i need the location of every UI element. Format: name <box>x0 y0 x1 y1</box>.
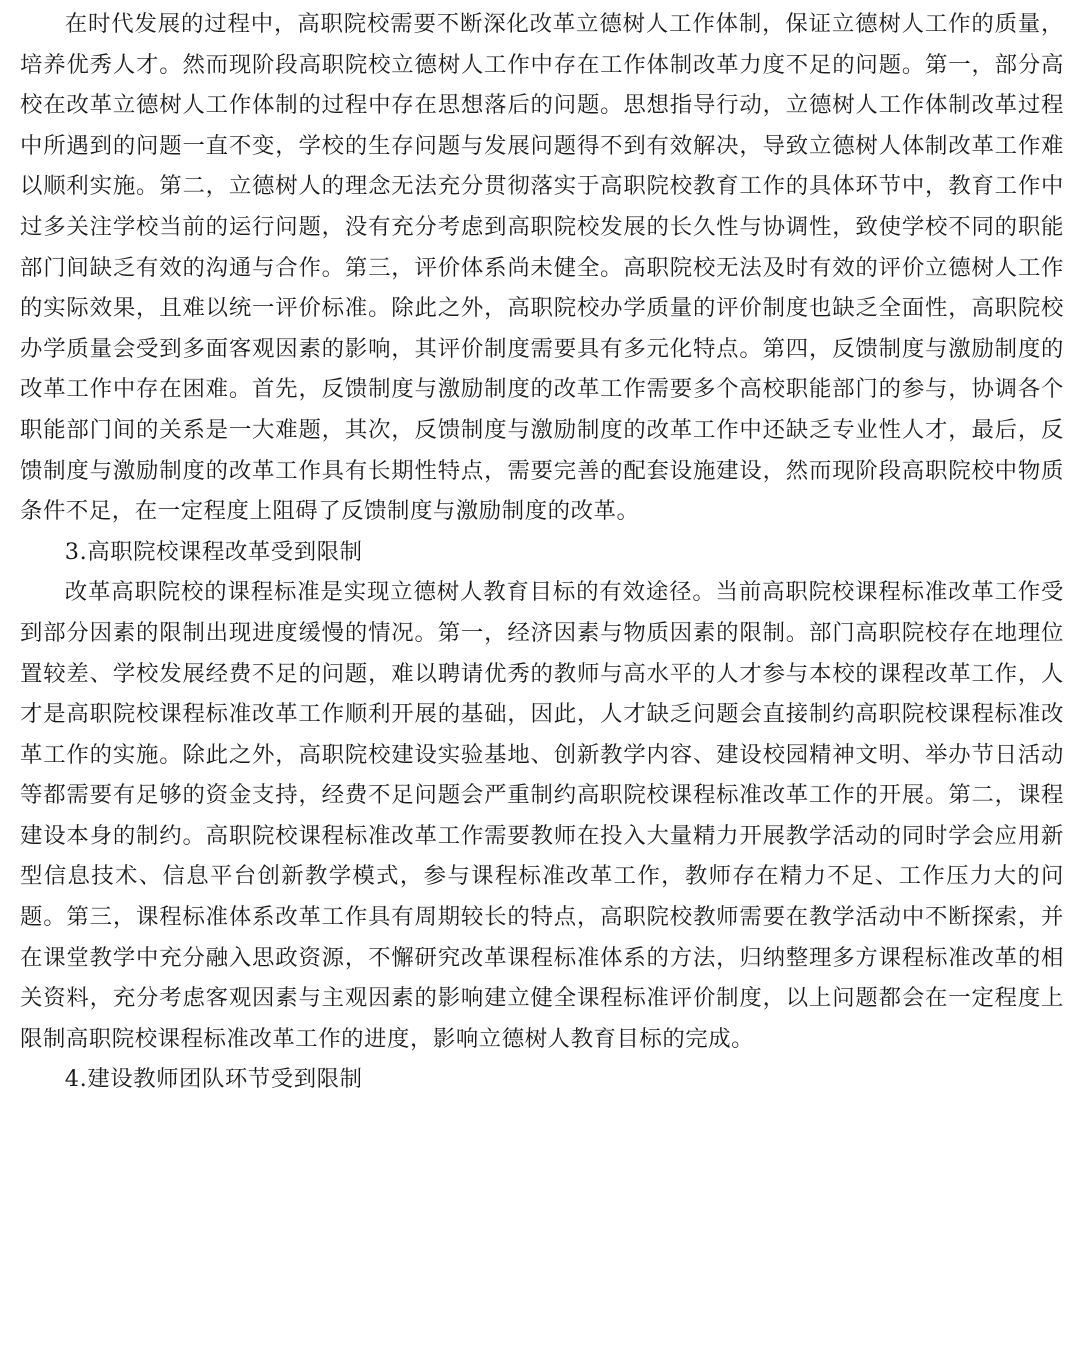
document-page <box>20 4 1064 1100</box>
body-paragraph: 在时代发展的过程中，高职院校需要不断深化改革立德树人工作体制，保证立德树人工作的质量，培养优秀人才。然而现阶段高职院校立德树人工作中存在工作体制改革力度不足的问题。第一，部分高校在改革立德树人工作体制的过程中存在思想落后的问题。思想指导行动，立德树人工作体制改革过程中所遇到的问题一直不变，学校的生存问题与发展问题得不到有效解决，导致立德树人体制改革工作难以顺利实施。第二，立德树人的理念无法充分贯彻落实于高职院校教育工作的具体环节中，教育工作中过多关注学校当前的运行问题，没有充分考虑到高职院校发展的长久性与协调性，致使学校不同的职能部门间缺乏有效的沟通与合作。第三，评价体系尚未健全。高职院校无法及时有效的评价立德树人工作的实际效果，且难以统一评价标准。除此之外，高职院校办学质量的评价制度也缺乏全面性，高职院校办学质量会受到多面客观因素的影响，其评价制度需要具有多元化特点。第四，反馈制度与激励制度的改革工作中存在困难。首先，反馈制度与激励制度的改革工作需要多个高校职能部门的参与，协调各个职能部门间的关系是一大难题，其次，反馈制度与激励制度的改革工作中还缺乏专业性人才，最后，反馈制度与激励制度的改革工作具有长期性特点，需要完善的配套设施建设，然而现阶段高职院校中物质条件不足，在一定程度上阻碍了反馈制度与激励制度的改革。 <box>20 11 1064 525</box>
section-heading: 4.建设教师团队环节受到限制 <box>64 1066 363 1093</box>
section-heading: 3.高职院校课程改革受到限制 <box>64 538 363 565</box>
body-paragraph: 改革高职院校的课程标准是实现立德树人教育目标的有效途径。当前高职院校课程标准改革工作受到部分因素的限制出现进度缓慢的情况。第一，经济因素与物质因素的限制。部门高职院校存在地理位置较差、学校发展经费不足的问题，难以聘请优秀的教师与高水平的人才参与本校的课程改革工作，人才是高职院校课程标准改革工作顺利开展的基础，因此，人才缺乏问题会直接制约高职院校课程标准改革工作的实施。除此之外，高职院校建设实验基地、创新教学内容、建设校园精神文明、举办节日活动等都需要有足够的资金支持，经费不足问题会严重制约高职院校课程标准改革工作的开展。第二，课程建设本身的制约。高职院校课程标准改革工作需要教师在投入大量精力开展教学活动的同时学会应用新型信息技术、信息平台创新教学模式，参与课程标准改革工作，教师存在精力不足、工作压力大的问题。第三，课程标准体系改革工作具有周期较长的特点，高职院校教师需要在教学活动中不断探索，并在课堂教学中充分融入思政资源，不懈研究改革课程标准体系的方法，归纳整理多方课程标准改革的相关资料，充分考虑客观因素与主观因素的影响建立健全课程标准评价制度，以上问题都会在一定程度上限制高职院校课程标准改革工作的进度，影响立德树人教育目标的完成。 <box>20 579 1064 1052</box>
